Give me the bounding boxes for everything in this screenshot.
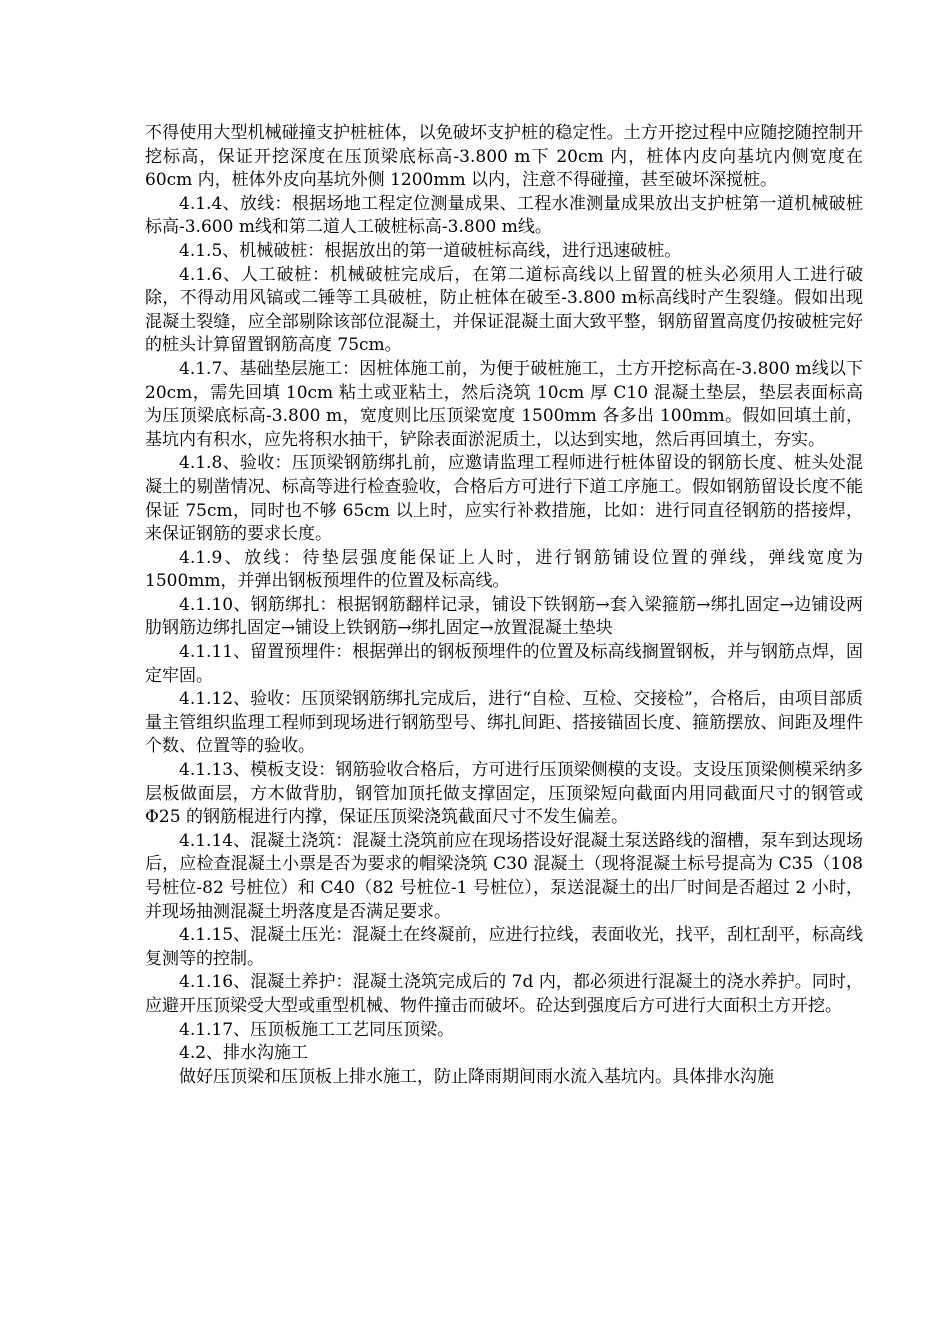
paragraph: 4.1.8、验收：压顶梁钢筋绑扎前，应邀请监理工程师进行桩体留设的钢筋长度、桩头处混凝土的剔凿情况、标高等进行检查验收，合格后方可进行下道工序施工。假如钢筋留设长度不能保证 75cm，同时也不够 65cm 以上时，应实行补救措施，比如：进行同直径钢筋的搭接焊，来保证钢筋的要求长度。 [145, 453, 863, 545]
paragraph: 4.1.16、混凝土养护：混凝土浇筑完成后的 7d 内，都必须进行混凝土的浇水养护。同时，应避开压顶梁受大型或重型机械、物件撞击而破坏。砼达到强度后方可进行大面积土方开挖。 [145, 972, 863, 1016]
paragraph: 4.1.13、模板支设：钢筋验收合格后，方可进行压顶梁侧模的支设。支设压顶梁侧模采纳多层板做面层，方木做背肋，钢管加顶托做支撑固定，压顶梁短向截面内用同截面尺寸的钢管或Φ25 的钢筋棍进行内撑，保证压顶梁浇筑截面尺寸不发生偏差。 [145, 760, 863, 828]
paragraph: 4.2、排水沟施工 [179, 1043, 309, 1064]
paragraph: 不得使用大型机械碰撞支护桩桩体，以免破坏支护桩的稳定性。土方开挖过程中应随挖随控制开挖标高，保证开挖深度在压顶梁底标高-3.800 m下 20cm 内，桩体内皮向基坑内侧宽度在 60cm 内，桩体外皮向基坑外侧 1200mm 以内，注意不得碰撞，甚至破坏深搅桩。 [145, 123, 863, 191]
document-page [145, 122, 863, 1089]
paragraph: 4.1.6、人工破桩：机械破桩完成后，在第二道标高线以上留置的桩头必须用人工进行破除，不得动用风镐或二锤等工具破桩，防止桩体在破至-3.800 m标高线时产生裂缝。假如出现混凝土裂缝，应全部剔除该部位混凝土，并保证混凝土面大致平整，钢筋留置高度仍按破桩完好的桩头计算留置钢筋高度 75cm。 [145, 264, 863, 356]
paragraph: 4.1.15、混凝土压光：混凝土在终凝前，应进行拉线，表面收光，找平，刮杠刮平，标高线复测等的控制。 [145, 925, 863, 969]
paragraph: 4.1.17、压顶板施工工艺同压顶梁。 [179, 1019, 455, 1040]
paragraph: 做好压顶梁和压顶板上排水施工，防止降雨期间雨水流入基坑内。具体排水沟施 [179, 1066, 774, 1087]
paragraph: 4.1.14、混凝土浇筑：混凝土浇筑前应在现场搭设好混凝土泵送路线的溜槽，泵车到达现场后，应检查混凝土小票是否为要求的帽梁浇筑 C30 混凝土（现将混凝土标号提高为 C35（108 号桩位-82 号桩位）和 C40（82 号桩位-1 号桩位），泵送混凝土的出厂时间是否超过 2 小时，并现场抽测混凝土坍落度是否满足要求。 [145, 830, 863, 922]
paragraph: 4.1.12、验收：压顶梁钢筋绑扎完成后，进行“自检、互检、交接检”，合格后，由项目部质量主管组织监理工程师到现场进行钢筋型号、绑扎间距、搭接锚固长度、箍筋摆放、间距及埋件个数、位置等的验收。 [145, 689, 863, 757]
paragraph: 4.1.4、放线：根据场地工程定位测量成果、工程水准测量成果放出支护桩第一道机械破桩标高-3.600 m线和第二道人工破桩标高-3.800 m线。 [145, 193, 863, 238]
paragraph: 4.1.10、钢筋绑扎：根据钢筋翻样记录，铺设下铁钢筋→套入梁箍筋→绑扎固定→边铺设两肋钢筋边绑扎固定→铺设上铁钢筋→绑扎固定→放置混凝土垫块 [145, 594, 863, 639]
paragraph: 4.1.9、放线：待垫层强度能保证上人时，进行钢筋铺设位置的弹线，弹线宽度为 1500mm，并弹出钢板预埋件的位置及标高线。 [145, 547, 863, 592]
paragraph: 4.1.5、机械破桩：根据放出的第一道破桩标高线，进行迅速破桩。 [179, 240, 682, 261]
paragraph: 4.1.7、基础垫层施工：因桩体施工前，为便于破桩施工，土方开挖标高在-3.800 m线以下 20cm，需先回填 10cm 粘土或亚粘土，然后浇筑 10cm 厚 C10 混凝土垫层，垫层表面标高为压顶梁底标高-3.800 m，宽度则比压顶梁宽度 1500mm 各多出 100mm。假如回填土前，基坑内有积水，应先将积水抽干，铲除表面淤泥质土，以达到实地，然后再回填土，夯实。 [145, 358, 863, 450]
paragraph: 4.1.11、留置预埋件：根据弹出的钢板预埋件的位置及标高线搁置钢板，并与钢筋点焊，固定牢固。 [145, 642, 863, 686]
